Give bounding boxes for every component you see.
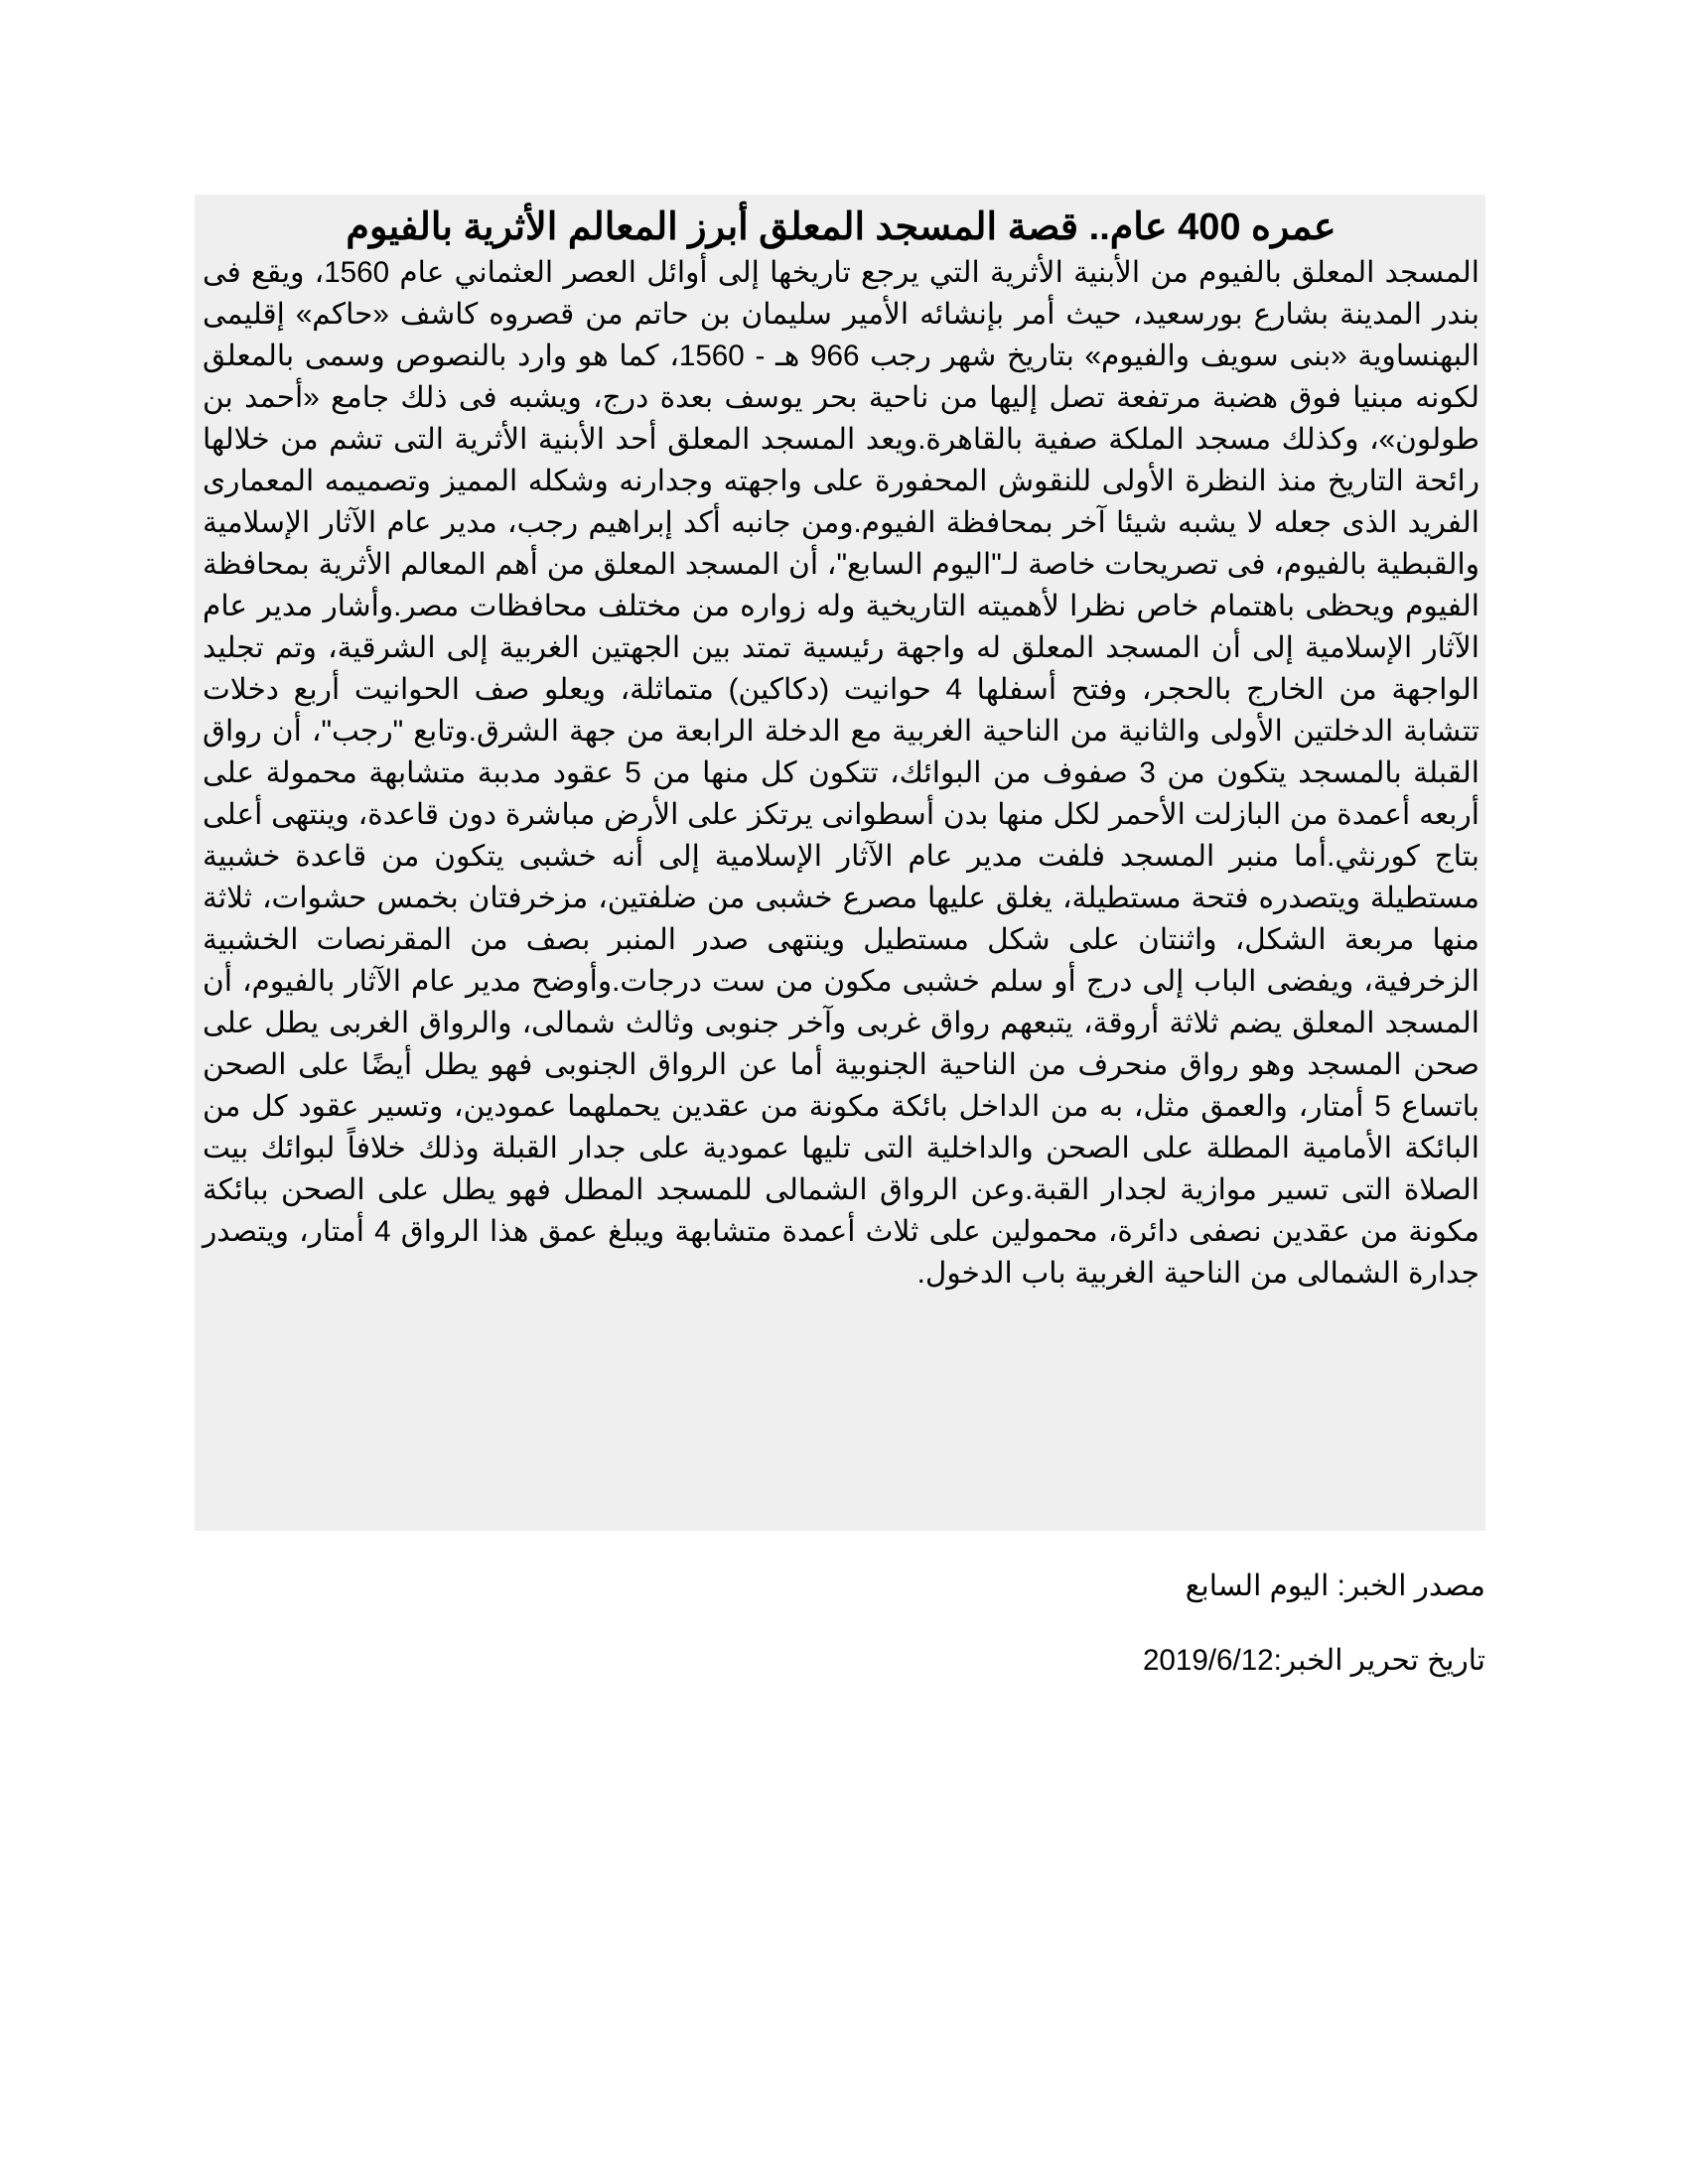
news-date: تاريخ تحرير الخبر:2019/6/12 (1142, 1644, 1485, 1677)
article-title: عمره 400 عام.. قصة المسجد المعلق أبرز المعالم الأثرية بالفيوم (346, 206, 1336, 248)
article-body: المسجد المعلق بالفيوم من الأبنية الأثرية التي يرجع تاريخها إلى أوائل العصر العثماني عام 1560، ويقع فى بندر المدينة بشارع بورسعيد، حيث أمر بإنشائه الأمير سليمان بن حاتم من قصروه كاشف «حاكم» إقليمى البهنساوية «بنى سويف والفيوم» بتاريخ شهر رجب 966 هـ - 1560، كما هو وارد بالنصوص وسمى بالمعلق لكونه مبنيا فوق هضبة مرتفعة تصل إليها من ناحية بحر يوسف بعدة درج، ويشبه فى ذلك جامع «أحمد بن طولون»، وكذلك مسجد الملكة صفية بالقاهرة.ويعد المسجد المعلق أحد الأبنية الأثرية التى تشم من خلالها رائحة التاريخ منذ النظرة الأولى للنقوش المحفورة على واجهته وجدارنه وشكله المميز وتصميمه المعمارى الفريد الذى جعله لا يشبه شيئا آخر بمحافظة الفيوم.ومن جانبه أكد إبراهيم رجب، مدير عام الآثار الإسلامية والقبطية بالفيوم، فى تصريحات خاصة لـ"اليوم السابع"، أن المسجد المعلق من أهم المعالم الأثرية بمحافظة الفيوم ويحظى باهتمام خاص نظرا لأهميته التاريخية وله زواره من مختلف محافظات مصر.وأشار مدير عام الآثار الإسلامية إلى أن المسجد المعلق له واجهة رئيسية تمتد بين الجهتين الغربية إلى الشرقية، وتم تجليد الواجهة من الخارج بالحجر، وفتح أسفلها 4 حوانيت (دكاكين) متماثلة، ويعلو صف الحوانيت أربع دخلات تتشابة الدخلتين الأولى والثانية من الناحية الغربية مع الدخلة الرابعة من جهة الشرق.وتابع "رجب"، أن رواق القبلة بالمسجد يتكون من 3 صفوف من البوائك، تتكون كل منها من 5 عقود مدببة متشابهة محمولة على أربعه أعمدة من البازلت الأحمر لكل منها بدن أسطوانى يرتكز على الأرض مباشرة دون قاعدة، وينتهى أعلى بتاج كورنثي.أما منبر المسجد فلفت مدير عام الآثار الإسلامية إلى أنه خشبى يتكون من قاعدة خشبية مستطيلة ويتصدره فتحة مستطيلة، يغلق عليها مصرع خشبى من ضلفتين، مزخرفتان بخمس حشوات، ثلاثة منها مربعة الشكل، واثنتان على شكل مستطيل وينتهى صدر المنبر بصف من المقرنصات الخشبية الزخرفية، ويفضى الباب إلى درج أو سلم خشبى مكون من ست درجات.وأوضح مدير عام الآثار بالفيوم، أن المسجد المعلق يضم ثلاثة أروقة، يتبعهم رواق غربى وآخر جنوبى وثالث شمالى، والرواق الغربى يطل على صحن المسجد وهو رواق منحرف من الناحية الجنوبية أما عن الرواق الجنوبى فهو يطل أيضًا على الصحن باتساع 5 أمتار، والعمق مثل، به من الداخل بائكة مكونة من عقدين يحملهما عمودين، وتسير عقود كل من البائكة الأمامية المطلة على الصحن والداخلية التى تليها عمودية على جدار القبلة وذلك خلافاً لبوائك بيت الصلاة التى تسير موازية لجدار القبة.وعن الرواق الشمالى للمسجد المطل فهو يطل على الصحن ببائكة مكونة من عقدين نصفى دائرة، محمولين على ثلاث أعمدة متشابهة ويبلغ عمق هذا الرواق 4 أمتار، ويتصدر جدارة الشمالى من الناحية الغربية باب الدخول. (203, 256, 1479, 1290)
news-source: مصدر الخبر: اليوم السابع (1185, 1570, 1485, 1602)
article-block (195, 195, 1485, 1531)
